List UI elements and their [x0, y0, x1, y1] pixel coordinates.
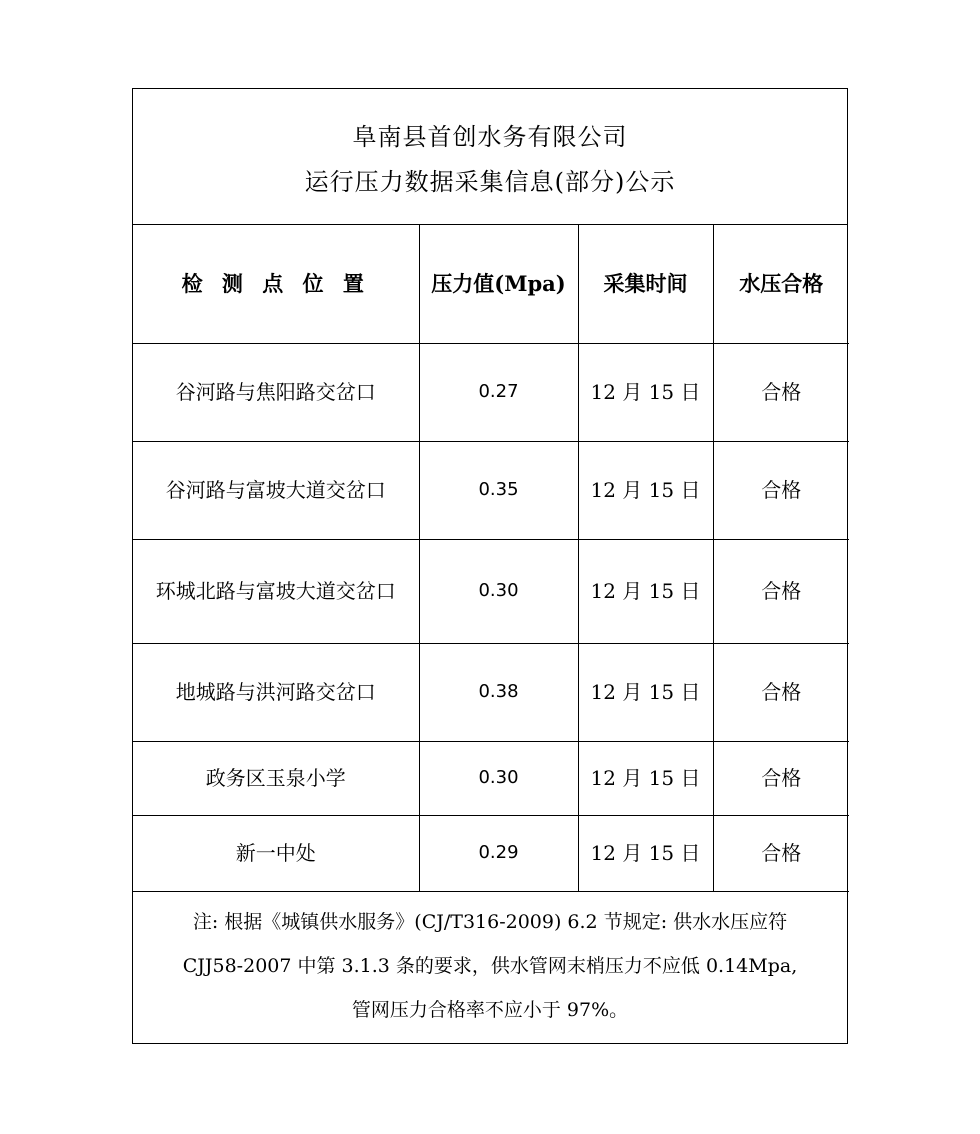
cell-location: 谷河路与焦阳路交岔口 — [133, 343, 419, 441]
table-row — [133, 441, 849, 539]
regulation-note — [133, 892, 847, 1032]
title-block — [133, 89, 847, 225]
cell-location: 地城路与洪河路交岔口 — [133, 643, 419, 741]
cell-pressure: 0.27 — [419, 343, 578, 441]
cell-time: 12 月 15 日 — [578, 643, 713, 741]
table-row — [133, 815, 849, 891]
note-line-1: 注: 根据《城镇供水服务》(CJ/T316-2009) 6.2 节规定: 供水水压应符 — [192, 910, 788, 933]
cell-location: 政务区玉泉小学 — [133, 741, 419, 815]
table-row — [133, 343, 849, 441]
cell-pressure: 0.38 — [419, 643, 578, 741]
cell-time: 12 月 15 日 — [578, 539, 713, 643]
cell-pressure: 0.30 — [419, 741, 578, 815]
cell-pressure: 0.30 — [419, 539, 578, 643]
cell-pressure: 0.29 — [419, 815, 578, 891]
cell-qualified: 合格 — [713, 441, 849, 539]
cell-time: 12 月 15 日 — [578, 815, 713, 891]
pressure-table — [133, 225, 849, 892]
note-line-2: CJJ58-2007 中第 3.1.3 条的要求，供水管网末梢压力不应低 0.14Mpa, — [182, 954, 798, 977]
table-row — [133, 539, 849, 643]
cell-location: 谷河路与富坡大道交岔口 — [133, 441, 419, 539]
cell-pressure: 0.35 — [419, 441, 578, 539]
cell-time: 12 月 15 日 — [578, 441, 713, 539]
notice-title: 运行压力数据采集信息(部分)公示 — [304, 167, 676, 196]
table-row — [133, 741, 849, 815]
cell-location: 环城北路与富坡大道交岔口 — [133, 539, 419, 643]
cell-qualified: 合格 — [713, 539, 849, 643]
company-title: 阜南县首创水务有限公司 — [352, 122, 628, 151]
cell-time: 12 月 15 日 — [578, 741, 713, 815]
cell-qualified: 合格 — [713, 815, 849, 891]
note-line-3: 管网压力合格率不应小于 97%。 — [351, 998, 629, 1021]
cell-qualified: 合格 — [713, 643, 849, 741]
cell-time: 12 月 15 日 — [578, 343, 713, 441]
notice-document — [132, 88, 848, 1044]
table-row — [133, 643, 849, 741]
header-location: 检 测 点 位 置 — [133, 225, 419, 343]
cell-location: 新一中处 — [133, 815, 419, 891]
header-pressure: 压力值(Mpa) — [419, 225, 578, 343]
cell-qualified: 合格 — [713, 343, 849, 441]
table-header-row — [133, 225, 849, 343]
cell-qualified: 合格 — [713, 741, 849, 815]
header-time: 采集时间 — [578, 225, 713, 343]
header-qualified: 水压合格 — [713, 225, 849, 343]
